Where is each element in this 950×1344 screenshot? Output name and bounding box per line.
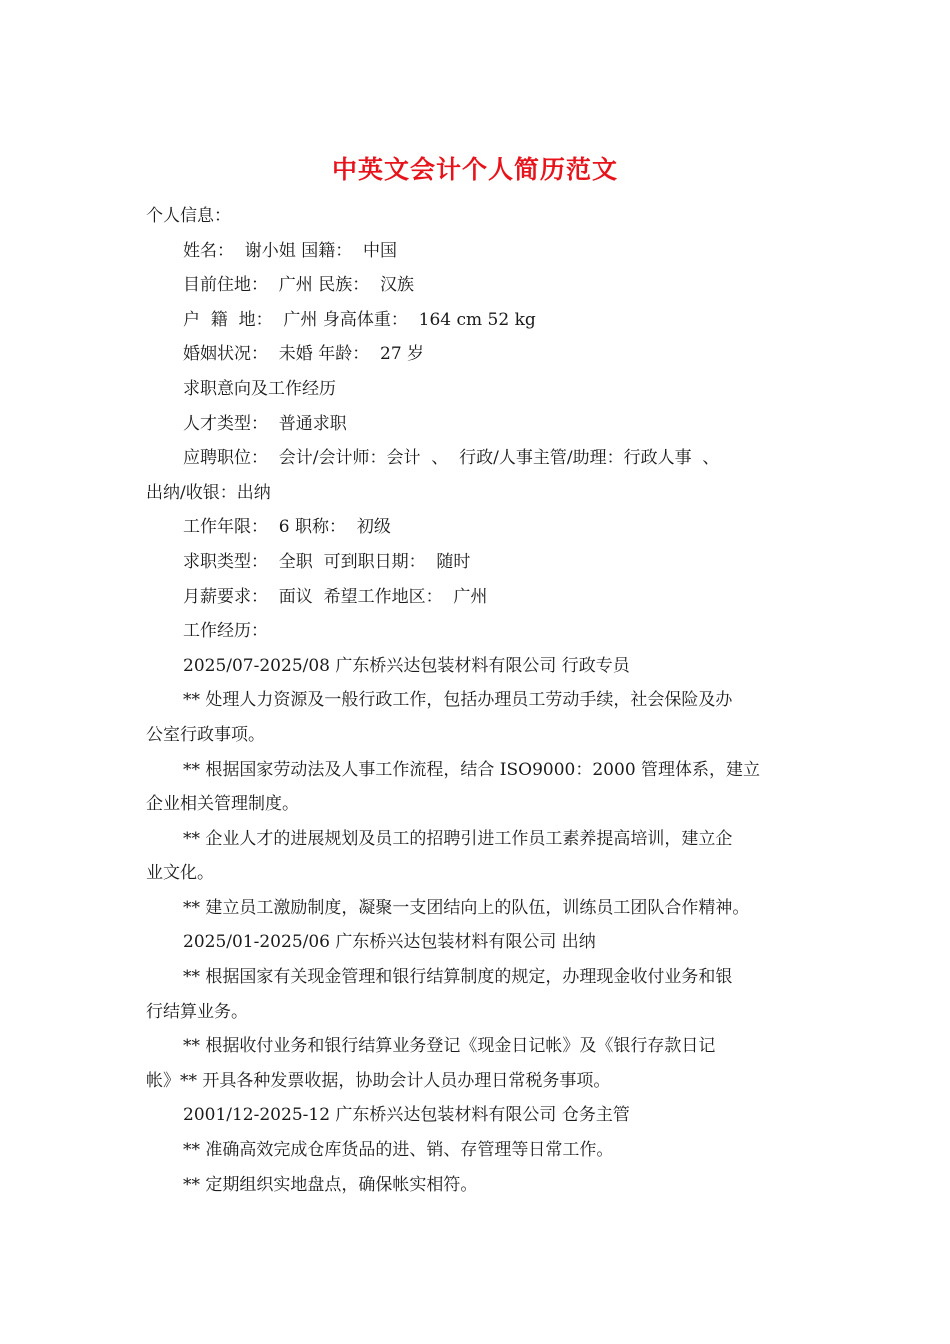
text-line: 企业相关管理制度。 [146,794,299,815]
text-line: 人才类型： 普通求职 [183,413,347,434]
text-line: 2001/12-2025-12 广东桥兴达包装材料有限公司 仓务主管 [183,1105,630,1126]
text-line: 目前住地： 广州 民族： 汉族 [183,275,415,296]
text-line: 工作经历： [183,621,268,642]
text-line: ** 根据收付业务和银行结算业务登记《现金日记帐》及《银行存款日记 [183,1036,716,1057]
text-line: 求职意向及工作经历 [183,378,336,399]
text-line: 个人信息： [146,206,231,226]
text-line: 出纳/收银：出纳 [146,482,271,503]
text-line: 2025/01-2025/06 广东桥兴达包装材料有限公司 出纳 [183,932,596,953]
text-line: ** 根据国家劳动法及人事工作流程，结合 ISO9000：2000 管理体系，建立 [183,759,761,780]
text-line: 求职类型： 全职 可到职日期： 随时 [183,551,471,572]
text-line: 姓名： 谢小姐 国籍： 中国 [183,240,398,261]
text-line: 月薪要求： 面议 希望工作地区： 广州 [183,586,488,607]
text-line: 户 籍 地： 广州 身高体重： 164 cm 52 kg [183,309,536,330]
text-line: 行结算业务。 [146,1001,248,1022]
text-line: 婚姻状况： 未婚 年龄： 27 岁 [183,344,425,365]
text-line: 业文化。 [146,863,214,884]
document-title: 中英文会计个人简历范文 [331,155,618,184]
text-line: ** 处理人力资源及一般行政工作，包括办理员工劳动手续，社会保险及办 [183,690,733,711]
text-line: ** 准确高效完成仓库货品的进、销、存管理等日常工作。 [183,1140,614,1161]
text-line: ** 定期组织实地盘点，确保帐实相符。 [183,1174,478,1195]
text-line: ** 企业人才的进展规划及员工的招聘引进工作员工素养提高培训，建立企 [183,828,733,849]
document-body [146,199,826,1202]
text-line: 工作年限： 6 职称： 初级 [183,517,391,538]
text-line: 公室行政事项。 [146,724,265,745]
text-line: ** 根据国家有关现金管理和银行结算制度的规定，办理现金收付业务和银 [183,967,733,988]
text-line: ** 建立员工激励制度，凝聚一支团结向上的队伍，训练员工团队合作精神。 [183,897,750,918]
text-line: 帐》** 开具各种发票收据，协助会计人员办理日常税务事项。 [146,1070,611,1091]
text-line: 应聘职位： 会计/会计师：会计 、 行政/人事主管/助理：行政人事 、 [183,448,720,469]
text-line: 2025/07-2025/08 广东桥兴达包装材料有限公司 行政专员 [183,655,630,676]
